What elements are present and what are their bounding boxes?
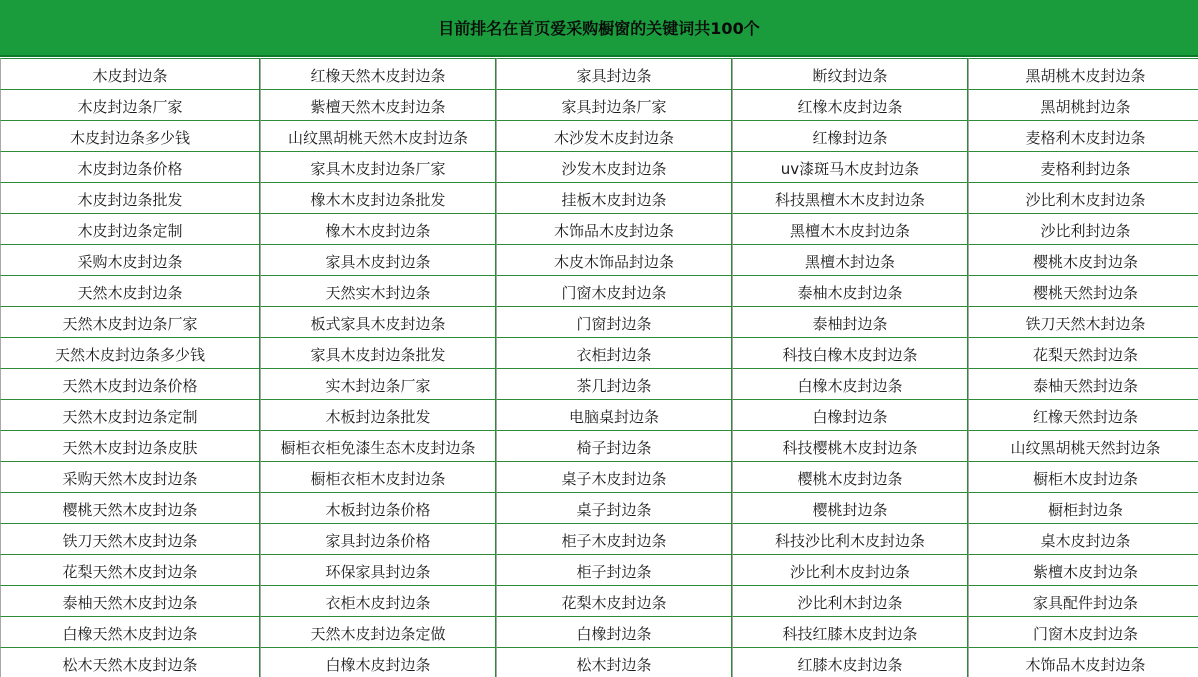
keyword-cell: 麦格利封边条: [968, 151, 1198, 182]
keyword-cell: 实木封边条厂家: [260, 368, 495, 399]
keyword-cell: 断纹封边条: [732, 58, 967, 89]
keyword-cell: 门窗木皮封边条: [968, 616, 1198, 647]
keyword-cell: 科技樱桃木皮封边条: [732, 430, 967, 461]
keyword-cell: 挂板木皮封边条: [496, 182, 731, 213]
keyword-cell: 橱柜木皮封边条: [968, 461, 1198, 492]
keyword-cell: 白橡封边条: [732, 399, 967, 430]
keyword-cell: 黑檀木木皮封边条: [732, 213, 967, 244]
keyword-cell: 沙比利木封边条: [732, 585, 967, 616]
keyword-cell: 白橡木皮封边条: [260, 647, 495, 677]
keyword-cell: 橱柜衣柜免漆生态木皮封边条: [260, 430, 495, 461]
keyword-cell: 天然实木封边条: [260, 275, 495, 306]
keyword-table: [0, 58, 1198, 677]
keyword-cell: 木饰品木皮封边条: [968, 647, 1198, 677]
keyword-cell: 家具木皮封边条批发: [260, 337, 495, 368]
keyword-cell: 红橡木皮封边条: [732, 89, 967, 120]
keyword-cell: 柜子木皮封边条: [496, 523, 731, 554]
keyword-cell: 红橡天然封边条: [968, 399, 1198, 430]
keyword-cell: 花梨木皮封边条: [496, 585, 731, 616]
keyword-cell: 木沙发木皮封边条: [496, 120, 731, 151]
keyword-cell: 天然木皮封边条定制: [0, 399, 259, 430]
keyword-cell: 白橡木皮封边条: [732, 368, 967, 399]
keyword-cell: 木皮封边条多少钱: [0, 120, 259, 151]
keyword-cell: 橡木木皮封边条: [260, 213, 495, 244]
keyword-cell: 松木封边条: [496, 647, 731, 677]
keyword-cell: 沙发木皮封边条: [496, 151, 731, 182]
keyword-cell: 泰柚封边条: [732, 306, 967, 337]
keyword-cell: 紫檀天然木皮封边条: [260, 89, 495, 120]
keyword-cell: 天然木皮封边条定做: [260, 616, 495, 647]
keyword-cell: 桌子木皮封边条: [496, 461, 731, 492]
keyword-cell: 衣柜木皮封边条: [260, 585, 495, 616]
keyword-cell: 黑檀木封边条: [732, 244, 967, 275]
keyword-cell: 天然木皮封边条皮肤: [0, 430, 259, 461]
keyword-cell: 木板封边条批发: [260, 399, 495, 430]
keyword-cell: 门窗木皮封边条: [496, 275, 731, 306]
keyword-cell: 科技白橡木皮封边条: [732, 337, 967, 368]
keyword-cell: 铁刀天然木皮封边条: [0, 523, 259, 554]
keyword-cell: 家具配件封边条: [968, 585, 1198, 616]
keyword-cell: 科技黑檀木木皮封边条: [732, 182, 967, 213]
keyword-cell: 电脑桌封边条: [496, 399, 731, 430]
keyword-cell: 天然木皮封边条厂家: [0, 306, 259, 337]
keyword-cell: 黑胡桃木皮封边条: [968, 58, 1198, 89]
keyword-cell: 红膝木皮封边条: [732, 647, 967, 677]
keyword-cell: 红橡天然木皮封边条: [260, 58, 495, 89]
keyword-cell: 樱桃天然封边条: [968, 275, 1198, 306]
keyword-cell: 木皮封边条批发: [0, 182, 259, 213]
keyword-cell: 泰柚木皮封边条: [732, 275, 967, 306]
keyword-cell: 板式家具木皮封边条: [260, 306, 495, 337]
keyword-cell: 家具木皮封边条: [260, 244, 495, 275]
keyword-cell: 家具封边条: [496, 58, 731, 89]
keyword-cell: 黑胡桃封边条: [968, 89, 1198, 120]
keyword-cell: 木板封边条价格: [260, 492, 495, 523]
keyword-cell: 木皮封边条定制: [0, 213, 259, 244]
keyword-cell: 木皮封边条: [0, 58, 259, 89]
keyword-cell: 泰柚天然木皮封边条: [0, 585, 259, 616]
keyword-cell: 茶几封边条: [496, 368, 731, 399]
keyword-cell: 山纹黑胡桃天然木皮封边条: [260, 120, 495, 151]
keyword-cell: 柜子封边条: [496, 554, 731, 585]
keyword-cell: 沙比利封边条: [968, 213, 1198, 244]
keyword-cell: 花梨天然木皮封边条: [0, 554, 259, 585]
keyword-cell: 樱桃木皮封边条: [968, 244, 1198, 275]
keyword-cell: 沙比利木皮封边条: [968, 182, 1198, 213]
page-title: 目前排名在首页爱采购橱窗的关键词共100个: [438, 19, 760, 38]
keyword-cell: 橱柜封边条: [968, 492, 1198, 523]
keyword-cell: 科技沙比利木皮封边条: [732, 523, 967, 554]
header-bar: [0, 0, 1198, 57]
keyword-cell: 白橡天然木皮封边条: [0, 616, 259, 647]
keyword-cell: 橱柜衣柜木皮封边条: [260, 461, 495, 492]
keyword-cell: 沙比利木皮封边条: [732, 554, 967, 585]
keyword-cell: 木皮封边条价格: [0, 151, 259, 182]
keyword-cell: 桌木皮封边条: [968, 523, 1198, 554]
keyword-cell: 家具封边条价格: [260, 523, 495, 554]
keyword-cell: 天然木皮封边条: [0, 275, 259, 306]
keyword-cell: 红橡封边条: [732, 120, 967, 151]
keyword-cell: 木皮木饰品封边条: [496, 244, 731, 275]
keyword-cell: 紫檀木皮封边条: [968, 554, 1198, 585]
keyword-cell: 家具封边条厂家: [496, 89, 731, 120]
keyword-cell: 门窗封边条: [496, 306, 731, 337]
keyword-cell: 花梨天然封边条: [968, 337, 1198, 368]
keyword-cell: 木饰品木皮封边条: [496, 213, 731, 244]
keyword-cell: 木皮封边条厂家: [0, 89, 259, 120]
keyword-cell: 椅子封边条: [496, 430, 731, 461]
keyword-cell: 家具木皮封边条厂家: [260, 151, 495, 182]
keyword-cell: 樱桃木皮封边条: [732, 461, 967, 492]
keyword-cell: 橡木木皮封边条批发: [260, 182, 495, 213]
keyword-cell: 樱桃封边条: [732, 492, 967, 523]
keyword-cell: 采购木皮封边条: [0, 244, 259, 275]
keyword-cell: 白橡封边条: [496, 616, 731, 647]
keyword-cell: 环保家具封边条: [260, 554, 495, 585]
keyword-cell: 泰柚天然封边条: [968, 368, 1198, 399]
keyword-cell: 松木天然木皮封边条: [0, 647, 259, 677]
keyword-cell: 桌子封边条: [496, 492, 731, 523]
keyword-cell: 铁刀天然木封边条: [968, 306, 1198, 337]
keyword-cell: 采购天然木皮封边条: [0, 461, 259, 492]
keyword-cell: 衣柜封边条: [496, 337, 731, 368]
keyword-cell: 科技红膝木皮封边条: [732, 616, 967, 647]
keyword-cell: 天然木皮封边条多少钱: [0, 337, 259, 368]
keyword-cell: 山纹黑胡桃天然封边条: [968, 430, 1198, 461]
keyword-cell: 天然木皮封边条价格: [0, 368, 259, 399]
keyword-cell: uv漆斑马木皮封边条: [732, 151, 967, 182]
keyword-cell: 麦格利木皮封边条: [968, 120, 1198, 151]
keyword-cell: 樱桃天然木皮封边条: [0, 492, 259, 523]
